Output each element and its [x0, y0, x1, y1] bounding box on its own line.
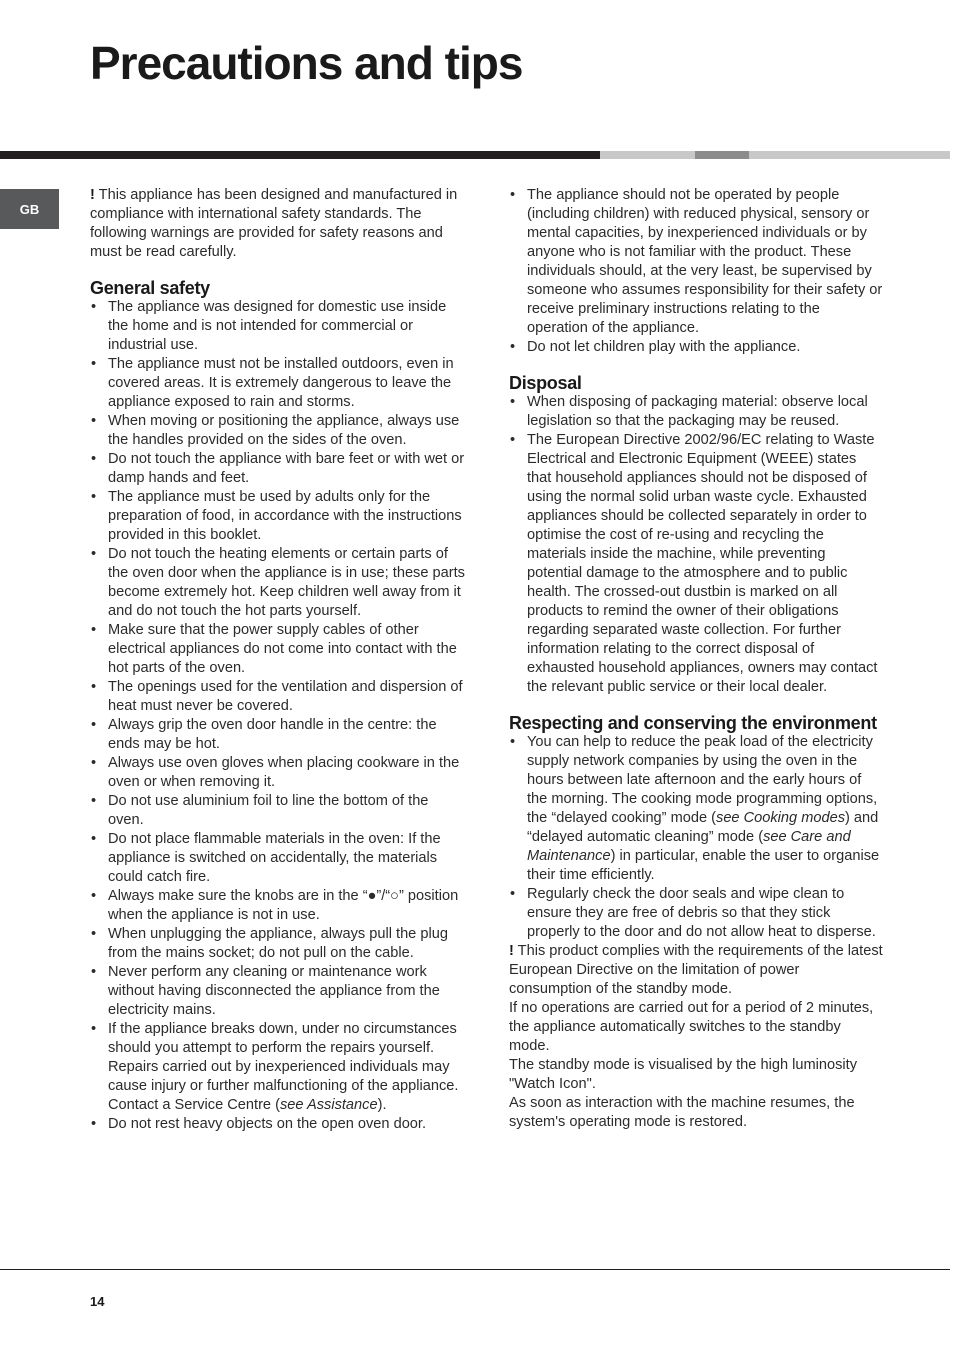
breakdown-text: If the appliance breaks down, under no circumstances should you attempt to perform the repairs yourself. Repairs carried out by inexperienced individuals may cause injury or further malfunctioning of the appliance. Contact a Service Centre (: [108, 1021, 459, 1113]
header-rule-dark: [0, 151, 600, 159]
list-item: • Do not rest heavy objects on the open oven door.: [90, 1115, 465, 1134]
language-tab: GB: [0, 189, 59, 229]
warning-mark: !: [509, 943, 514, 959]
list-item: • Always make sure the knobs are in the “●”/“○” position when the appliance is not in use.: [90, 887, 465, 925]
warning-mark: !: [90, 187, 95, 203]
list-item: • Make sure that the power supply cables of other electrical appliances do not come into contact with the hot parts of the oven.: [90, 621, 465, 678]
disposal-list: [509, 393, 884, 697]
see-care-maintenance-reference: see Care and Maintenance: [527, 829, 851, 864]
list-item: • The appliance was designed for domestic use inside the home and is not intended for commercial or industrial use.: [90, 298, 465, 355]
list-item: [509, 733, 884, 885]
breakdown-end: ).: [377, 1097, 387, 1113]
right-column: [509, 186, 884, 1132]
list-item: [90, 1020, 465, 1115]
list-item: • Do not use aluminium foil to line the bottom of the oven.: [90, 792, 465, 830]
list-item: • The European Directive 2002/96/EC relating to Waste Electrical and Electronic Equipment (WEEE) states that household appliances should not be disposed of using the normal solid urban waste cycle. Exhausted appliances should be collected separately in order to optimise the cost of re-using and recycling the materials inside the machine, while preventing potential damage to the atmosphere and to public health. The crossed-out dustbin is marked on all products to remind the owner of their obligations regarding separated waste collection. For further information relating to the correct disposal of exhausted household appliances, owners may contact the relevant public service or their local dealer.: [509, 431, 884, 697]
standby-text-3: The standby mode is visualised by the high luminosity "Watch Icon".: [509, 1057, 857, 1092]
list-item: • Always grip the oven door handle in the centre: the ends may be hot.: [90, 716, 465, 754]
peak-text-2: ) and “delayed automatic cleaning” mode (: [527, 810, 879, 845]
standby-paragraph: [509, 942, 884, 999]
peak-text-3: ) in particular, enable the user to organise their time efficiently.: [527, 848, 880, 883]
list-item: • Regularly check the door seals and wipe clean to ensure they are free of debris so that they stick properly to the door and do not allow heat to disperse.: [509, 885, 884, 942]
standby-text-2: If no operations are carried out for a period of 2 minutes, the appliance automatically switches to the standby mode.: [509, 1000, 874, 1054]
header-rule-accent: [695, 151, 749, 159]
left-column: [90, 186, 465, 1134]
environment-list: [509, 733, 884, 942]
list-item: • The appliance must be used by adults only for the preparation of food, in accordance with the instructions provided in this booklet.: [90, 488, 465, 545]
intro-text: This appliance has been designed and manufactured in compliance with international safety standards. The following warnings are provided for safety reasons and must be read carefully.: [90, 187, 458, 260]
page-number: 14: [90, 1294, 105, 1309]
peak-text-1: You can help to reduce the peak load of the electricity supply network companies by using the oven in the hours between late afternoon and the early hours of the morning. The cooking mode programming options, the “delayed cooking” mode (: [527, 734, 878, 826]
list-item: • The appliance should not be operated by people (including children) with reduced physical, sensory or mental capacities, by inexperienced individuals or by anyone who is not familiar with the product. These individuals should, at the very least, be supervised by someone who assumes responsibility for their safety or receive preliminary instructions relating to the operation of the appliance.: [509, 186, 884, 338]
page-title: Precautions and tips: [90, 37, 523, 89]
list-item: • Do not let children play with the appliance.: [509, 338, 884, 357]
intro-paragraph: [90, 186, 465, 262]
list-item: • Always use oven gloves when placing cookware in the oven or when removing it.: [90, 754, 465, 792]
standby-text-1: This product complies with the requirements of the latest European Directive on the limitation of power consumption of the standby mode.: [509, 943, 883, 997]
list-item: • Do not place flammable materials in the oven: If the appliance is switched on accidentally, the materials could catch fire.: [90, 830, 465, 887]
general-safety-list: [90, 298, 465, 1134]
list-item: • When disposing of packaging material: observe local legislation so that the packaging may be reused.: [509, 393, 884, 431]
list-item: • Do not touch the heating elements or certain parts of the oven door when the appliance is in use; these parts become extremely hot. Keep children well away from it and do not touch the hot parts yourself.: [90, 545, 465, 621]
list-item: • When moving or positioning the appliance, always use the handles provided on the sides of the oven.: [90, 412, 465, 450]
standby-text-4: As soon as interaction with the machine resumes, the system's operating mode is restored.: [509, 1095, 855, 1130]
footer-rule: [0, 1269, 950, 1270]
list-item: • The appliance must not be installed outdoors, even in covered areas. It is extremely dangerous to leave the appliance exposed to rain and storms.: [90, 355, 465, 412]
list-item: • The openings used for the ventilation and dispersion of heat must never be covered.: [90, 678, 465, 716]
header-rule-light: [600, 151, 950, 159]
list-item: • Do not touch the appliance with bare feet or with wet or damp hands and feet.: [90, 450, 465, 488]
environment-heading: Respecting and conserving the environment: [509, 713, 877, 733]
general-safety-list-continued: [509, 186, 884, 357]
disposal-heading: Disposal: [509, 373, 582, 393]
general-safety-heading: General safety: [90, 278, 210, 298]
see-cooking-modes-reference: see Cooking modes: [716, 810, 846, 826]
list-item: • When unplugging the appliance, always pull the plug from the mains socket; do not pull on the cable.: [90, 925, 465, 963]
list-item: • Never perform any cleaning or maintenance work without having disconnected the appliance from the electricity mains.: [90, 963, 465, 1020]
see-assistance-reference: see Assistance: [279, 1097, 378, 1113]
